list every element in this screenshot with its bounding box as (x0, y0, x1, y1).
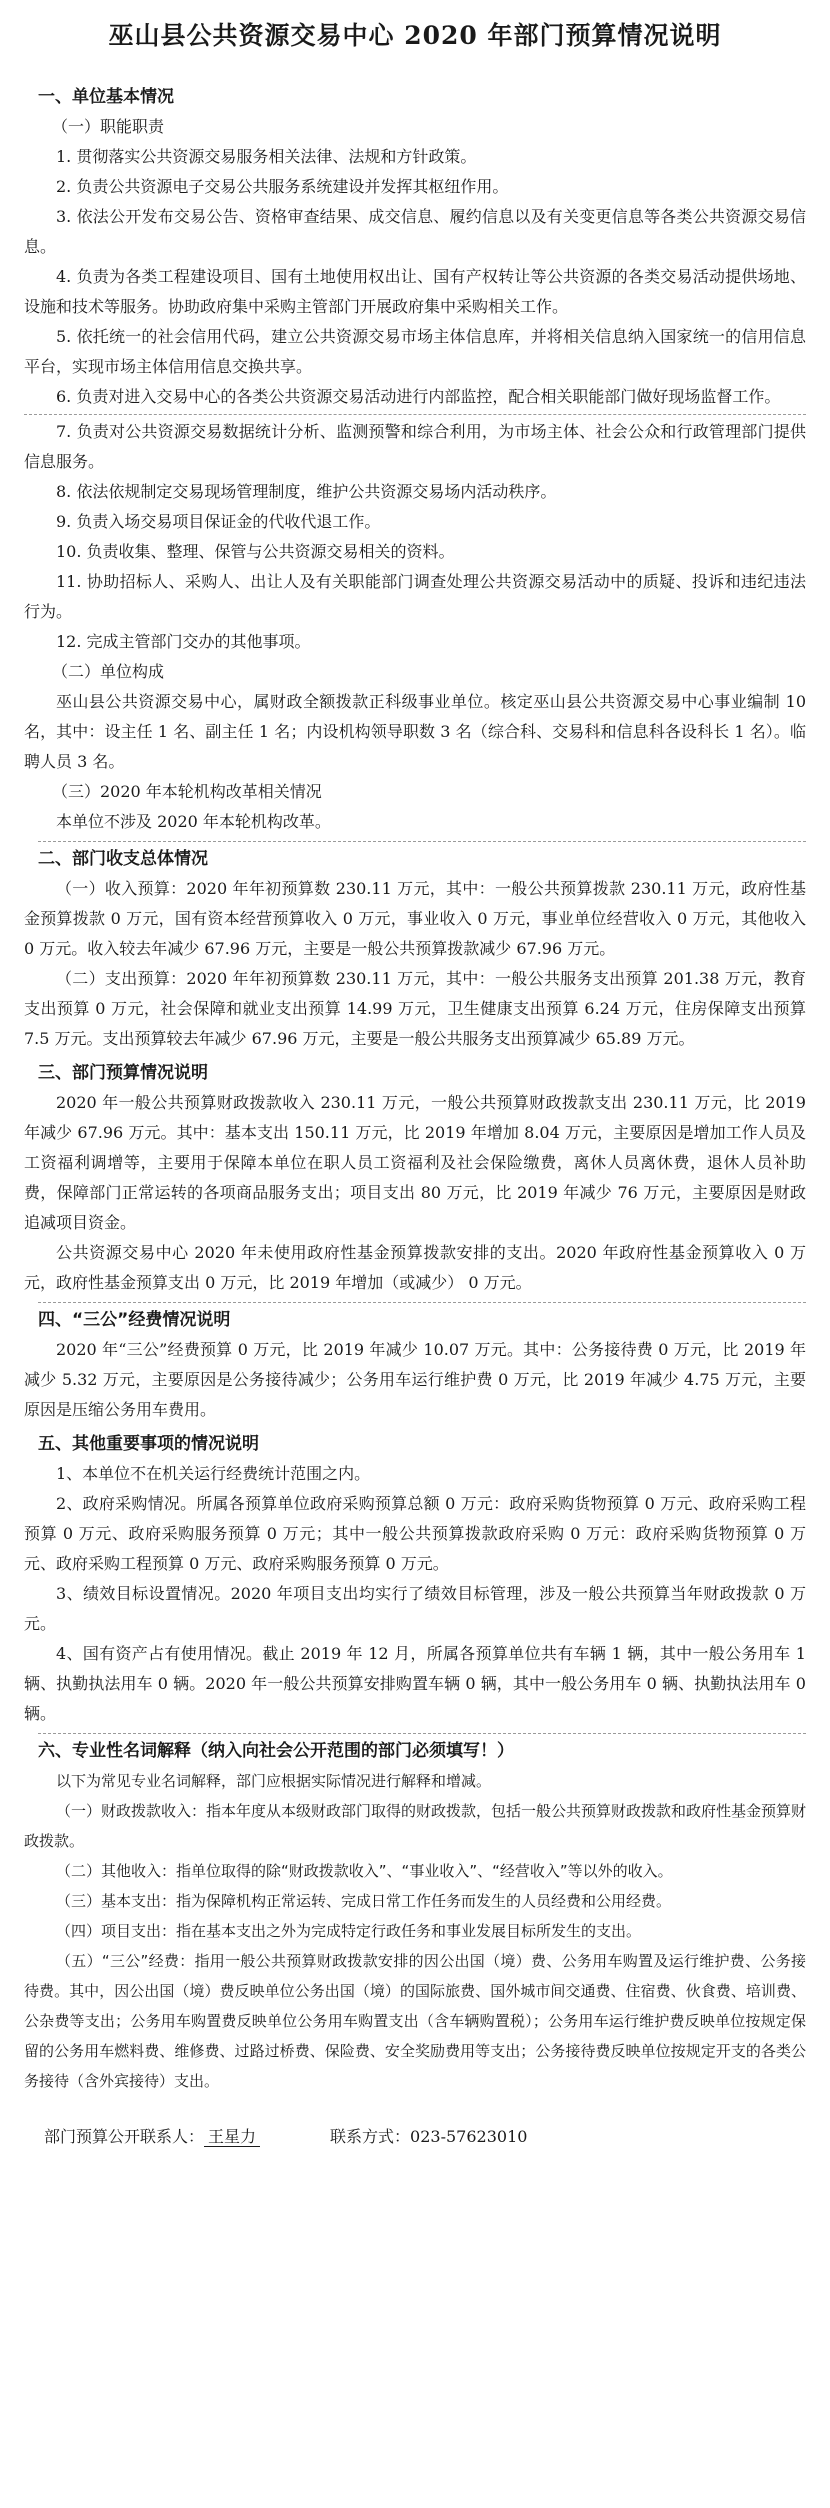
contact-name: 王星力 (204, 2127, 260, 2147)
section-2-heading: 二、部门收支总体情况 (38, 841, 806, 874)
page-break-line (24, 414, 806, 415)
section-4-paragraph: 2020 年“三公”经费预算 0 万元，比 2019 年减少 10.07 万元。其中：公务接待费 0 万元，比 2019 年减少 5.32 万元，主要原因是公务接待减少；公务用车运行维护费 0 万元，比 2019 年减少 4.75 万元，主要原因是压缩公务用车费用。 (24, 1340, 806, 1419)
term-definition: （二）其他收入：指单位取得的除“财政拨款收入”、“事业收入”、“经营收入”等以外的收入。 (56, 1862, 673, 1880)
section-5-paragraph: 4、国有资产占有使用情况。截止 2019 年 12 月，所属各预算单位共有车辆 1 辆，其中一般公务用车 1 辆、执勤执法用车 0 辆。2020 年一般公共预算安排购置车辆 0 辆，其中一般公务用车 0 辆、执勤执法用车 0 辆。 (24, 1644, 806, 1723)
section-6 (24, 1733, 806, 2096)
term-definition: （一）财政拨款收入：指本年度从本级财政部门取得的财政拨款，包括一般公共预算财政拨款和政府性基金预算财政拨款。 (24, 1802, 807, 1850)
duty-item: 12. 完成主管部门交办的其他事项。 (56, 632, 311, 651)
section-4 (24, 1302, 806, 1425)
duty-item: 4. 负责为各类工程建设项目、国有土地使用权出让、国有产权转让等公共资源的各类交易活动提供场地、设施和技术等服务。协助政府集中采购主管部门开展政府集中采购相关工作。 (24, 267, 806, 316)
duty-item: 2. 负责公共资源电子交易公共服务系统建设并发挥其枢纽作用。 (56, 177, 509, 196)
section-5-paragraph: 1、本单位不在机关运行经费统计范围之内。 (56, 1464, 371, 1483)
section-3-heading: 三、部门预算情况说明 (38, 1063, 208, 1083)
expense-budget: （二）支出预算：2020 年年初预算数 230.11 万元，其中：一般公共服务支出预算 201.38 万元，教育支出预算 0 万元，社会保障和就业支出预算 14.99 万元，卫生健康支出预算 6.24 万元，住房保障支出预算 7.5 万元。支出预算较去年减少 67.96 万元，主要是一般公共服务支出预算减少 65.89 万元。 (24, 969, 806, 1048)
duty-item: 1. 贯彻落实公共资源交易服务相关法律、法规和方针政策。 (56, 147, 477, 166)
duty-item: 10. 负责收集、整理、保管与公共资源交易相关的资料。 (56, 542, 455, 561)
document-title: 巫山县公共资源交易中心 2020 年部门预算情况说明 (108, 21, 722, 50)
section-1-heading: 一、单位基本情况 (38, 87, 174, 107)
duty-item: 11. 协助招标人、采购人、出让人及有关职能部门调查处理公共资源交易活动中的质疑、投诉和违纪违法行为。 (24, 572, 806, 621)
section-5 (24, 1429, 806, 1729)
section-6-heading: 六、专业性名词解释（纳入向社会公开范围的部门必须填写！） (38, 1733, 806, 1766)
section-3-paragraph: 2020 年一般公共预算财政拨款收入 230.11 万元，一般公共预算财政拨款支出 230.11 万元，比 2019 年减少 67.96 万元。其中：基本支出 150.11 万元，比 2019 年增加 8.04 万元，主要原因是增加工作人员及工资福利调增等，主要用于保障本单位在职人员工资福利及社会保险缴费，离休人员离休费，退休人员补助费，保障部门正常运转的各项商品服务支出；项目支出 80 万元，比 2019 年减少 76 万元，主要原因是财政追减项目资金。 (24, 1093, 806, 1232)
phone-number: 023-57623010 (410, 2127, 528, 2146)
duty-item: 8. 依法依规制定交易现场管理制度，维护公共资源交易场内活动秩序。 (56, 482, 557, 501)
section-4-heading: 四、“三公”经费情况说明 (38, 1302, 806, 1335)
section-1-sub-3: （三）2020 年本轮机构改革相关情况 (52, 782, 322, 801)
section-3 (24, 1058, 806, 1298)
unit-composition: 巫山县公共资源交易中心，属财政全额拨款正科级事业单位。核定巫山县公共资源交易中心事业编制 10 名，其中：设主任 1 名、副主任 1 名；内设机构领导职数 3 名（综合科、交易科和信息科各设科长 1 名）。临聘人员 3 名。 (24, 692, 806, 771)
duty-item: 9. 负责入场交易项目保证金的代收代退工作。 (56, 512, 381, 531)
term-definition: （四）项目支出：指在基本支出之外为完成特定行政任务和事业发展目标所发生的支出。 (56, 1922, 642, 1940)
contact-footer (24, 2122, 806, 2152)
section-5-heading: 五、其他重要事项的情况说明 (38, 1434, 259, 1454)
section-2 (24, 841, 806, 1054)
phone-label: 联系方式： (330, 2127, 411, 2146)
section-1-sub-1: （一）职能职责 (52, 117, 165, 136)
term-definition: （五）“三公”经费：指用一般公共预算财政拨款安排的因公出国（境）费、公务用车购置及运行维护费、公务接待费。其中，因公出国（境）费反映单位公务出国（境）的国际旅费、国外城市间交通费、住宿费、伙食费、培训费、公杂费等支出；公务用车购置费反映单位公务用车购置支出（含车辆购置税）；公务用车运行维护费反映单位按规定保留的公务用车燃料费、维修费、过路过桥费、保险费、安全奖励费用等支出；公务接待费反映单位按规定开支的各类公务接待（含外宾接待）支出。 (24, 1952, 806, 2090)
contact-label: 部门预算公开联系人： (44, 2127, 205, 2146)
duty-item: 7. 负责对公共资源交易数据统计分析、监测预警和综合利用，为市场主体、社会公众和行政管理部门提供信息服务。 (24, 422, 806, 471)
section-1 (24, 82, 806, 837)
reform-text: 本单位不涉及 2020 年本轮机构改革。 (56, 812, 331, 831)
term-definition: （三）基本支出：指为保障机构正常运转、完成日常工作任务而发生的人员经费和公用经费。 (56, 1892, 672, 1910)
section-3-paragraph: 公共资源交易中心 2020 年未使用政府性基金预算拨款安排的支出。2020 年政府性基金预算收入 0 万元，政府性基金预算支出 0 万元，比 2019 年增加（或减少） 0 万元。 (24, 1243, 806, 1292)
section-5-paragraph: 3、绩效目标设置情况。2020 年项目支出均实行了绩效目标管理，涉及一般公共预算当年财政拨款 0 万元。 (24, 1584, 806, 1633)
section-1-sub-2: （二）单位构成 (52, 662, 165, 681)
section-5-paragraph: 2、政府采购情况。所属各预算单位政府采购预算总额 0 万元：政府采购货物预算 0 万元、政府采购工程预算 0 万元、政府采购服务预算 0 万元；其中一般公共预算拨款政府采购 0 万元：政府采购货物预算 0 万元、政府采购工程预算 0 万元、政府采购服务预算 0 万元。 (24, 1494, 806, 1573)
duty-item: 5. 依托统一的社会信用代码，建立公共资源交易市场主体信息库，并将相关信息纳入国家统一的信用信息平台，实现市场主体信用信息交换共享。 (24, 327, 806, 376)
duty-item: 6. 负责对进入交易中心的各类公共资源交易活动进行内部监控，配合相关职能部门做好现场监督工作。 (56, 387, 781, 406)
income-budget: （一）收入预算：2020 年年初预算数 230.11 万元，其中：一般公共预算拨款 230.11 万元，政府性基金预算拨款 0 万元，国有资本经营预算收入 0 万元，事业收入 0 万元，事业单位经营收入 0 万元，其他收入 0 万元。收入较去年减少 67.96 万元，主要是一般公共预算拨款减少 67.96 万元。 (24, 879, 806, 958)
duty-item: 3. 依法公开发布交易公告、资格审查结果、成交信息、履约信息以及有关变更信息等各类公共资源交易信息。 (24, 207, 806, 256)
terms-intro: 以下为常见专业名词解释，部门应根据实际情况进行解释和增减。 (56, 1772, 492, 1790)
